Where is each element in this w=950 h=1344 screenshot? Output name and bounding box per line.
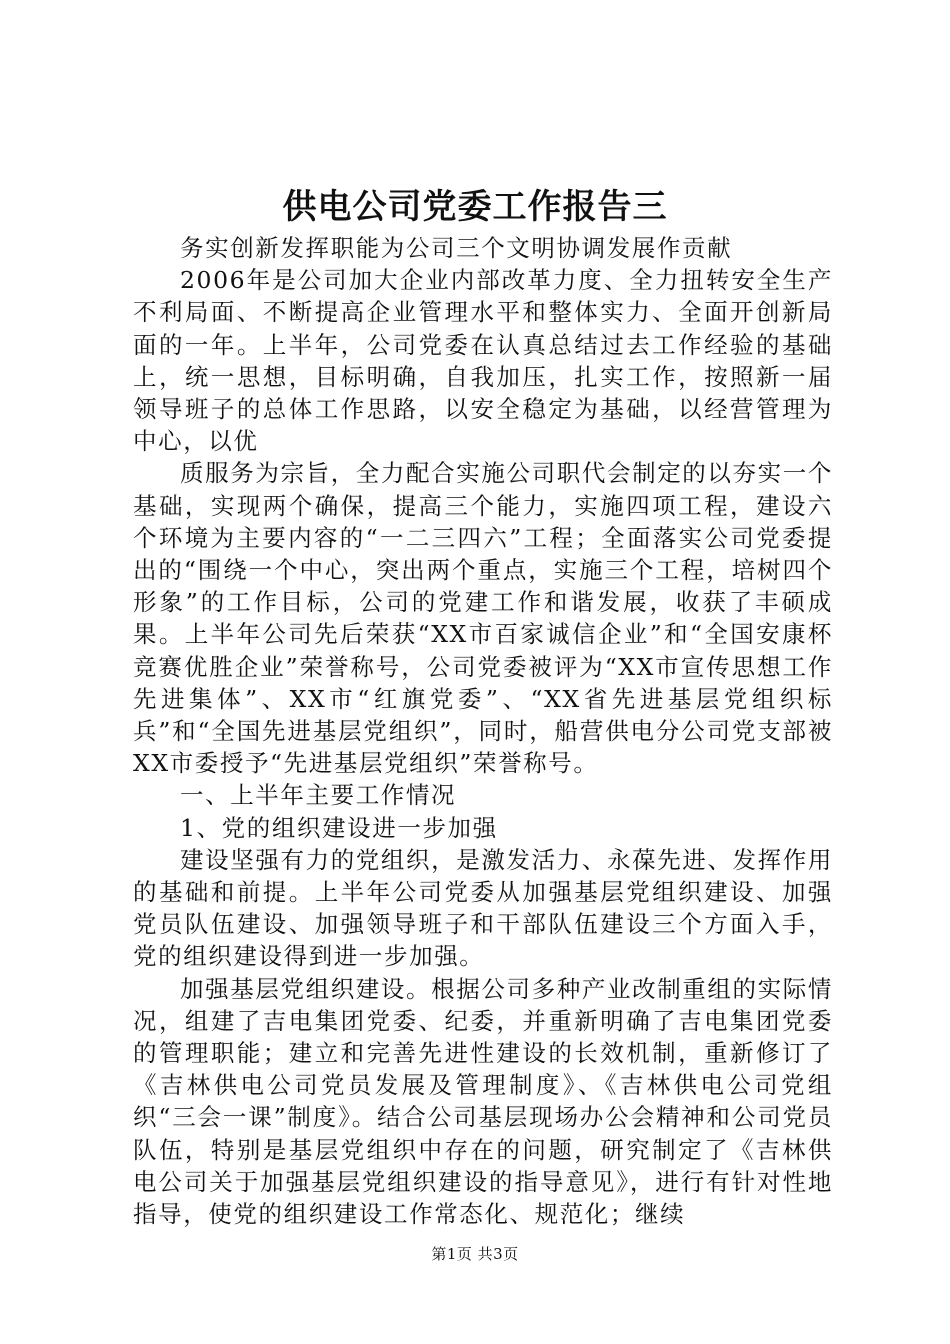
body-paragraph: 加强基层党组织建设。根据公司多种产业改制重组的实际情况，组建了吉电集团党委、纪委，并重新明确了吉电集团党委的管理职能；建立和完善先进性建设的长效机制，重新修订了《吉林供电公司党员发展及管理制度》、《吉林供电公司党组织“三会一课”制度》。结合公司基层现场办公会精神和公司党员队伍，特别是基层党组织中存在的问题，研究制定了《吉林供电公司关于加强基层党组织建设的指导意见》，进行有针对性地指导，使党的组织建设工作常态化、规范化；继续: [133, 974, 833, 1229]
subsection-heading: 1、党的组织建设进一步加强: [180, 813, 498, 842]
body-paragraph: 建设坚强有力的党组织，是激发活力、永葆先进、发挥作用的基础和前提。上半年公司党委从加强基层党组织建设、加强党员队伍建设、加强领导班子和干部队伍建设三个方面入手，党的组织建设得到进一步加强。: [133, 845, 833, 971]
page-footer: 第1页 共3页: [431, 1245, 519, 1263]
subtitle-paragraph: 务实创新发挥职能为公司三个文明协调发展作贡献: [180, 234, 733, 262]
document-title: 供电公司党委工作报告三: [282, 187, 668, 227]
body-paragraph: 质服务为宗旨，全力配合实施公司职代会制定的以夯实一个基础，实现两个确保，提高三个能力，实施四项工程，建设六个环境为主要内容的“一二三四六”工程；全面落实公司党委提出的“围绕一个中心，突出两个重点，实施三个工程，培树四个形象”的工作目标，公司的党建工作和谐发展，收获了丰硕成果。上半年公司先后荣获“XX市百家诚信企业”和“全国安康杯竞赛优胜企业”荣誉称号，公司党委被评为“XX市宣传思想工作先进集体”、XX市“红旗党委”、“XX省先进基层党组织标兵”和“全国先进基层党组织”，同时，船营供电分公司党支部被XX市委授予“先进基层党组织”荣誉称号。: [133, 459, 833, 778]
section-heading: 一、上半年主要工作情况: [180, 781, 457, 810]
document-body: [133, 232, 833, 1230]
body-paragraph: 2006年是公司加大企业内部改革力度、全力扭转安全生产不利局面、不断提高企业管理水平和整体实力、全面开创新局面的一年。上半年，公司党委在认真总结过去工作经验的基础上，统一思想，目标明确，自我加压，扎实工作，按照新一届领导班子的总体工作思路，以安全稳定为基础，以经营管理为中心，以优: [133, 266, 833, 456]
